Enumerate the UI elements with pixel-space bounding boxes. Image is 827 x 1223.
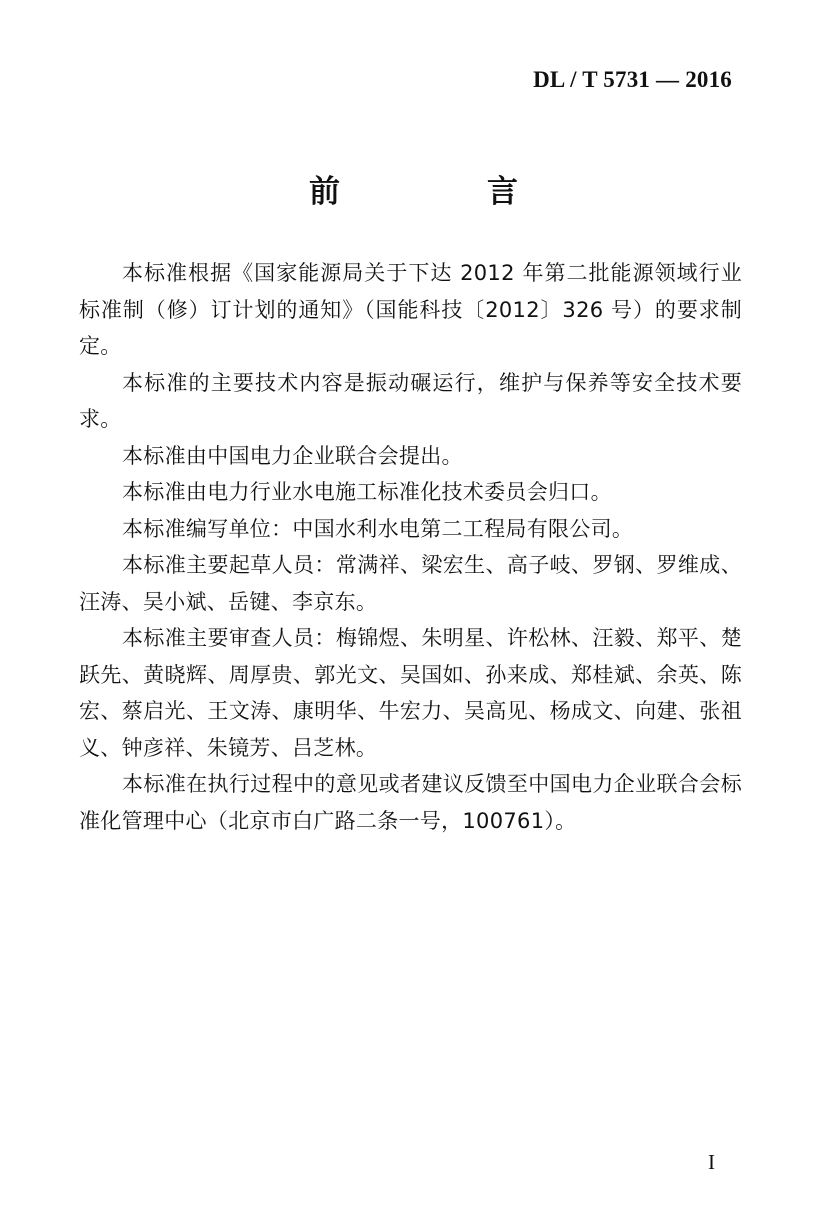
- paragraph-proposer: 本标准由中国电力企业联合会提出。: [122, 443, 463, 468]
- paragraph-basis: 本标准根据《国家能源局关于下达 2012 年第二批能源领域行业标准制（修）订计划的通知》（国能科技〔2012〕326 号）的要求制定。: [79, 261, 742, 358]
- paragraph-committee: 本标准由电力行业水电施工标准化技术委员会归口。: [122, 480, 612, 504]
- standard-code: DL / T 5731 — 2016: [533, 67, 732, 92]
- paragraph-reviewers: 本标准主要审查人员：梅锦煜、朱明星、许松林、汪毅、郑平、楚跃先、黄晓辉、周厚贵、郭光文、吴国如、孙来成、郑桂斌、余英、陈宏、蔡启光、王文涛、康明华、牛宏力、吴高见、杨成文、向建、张祖义、钟彦祥、朱镜芳、吕芝林。: [79, 626, 742, 760]
- page-title: 前 言: [309, 174, 576, 210]
- paragraph-drafters: 本标准主要起草人员：常满祥、梁宏生、高子岐、罗钢、罗维成、汪涛、吴小斌、岳键、李京东。: [79, 553, 742, 614]
- paragraph-drafting-unit: 本标准编写单位：中国水利水电第二工程局有限公司。: [122, 516, 634, 541]
- preface-body: [79, 255, 742, 839]
- paragraph-feedback: 本标准在执行过程中的意见或者建议反馈至中国电力企业联合会标准化管理中心（北京市白广路二条一号，100761）。: [79, 772, 742, 833]
- paragraph-content: 本标准的主要技术内容是振动碾运行，维护与保养等安全技术要求。: [79, 370, 742, 431]
- page-number: I: [708, 1150, 715, 1174]
